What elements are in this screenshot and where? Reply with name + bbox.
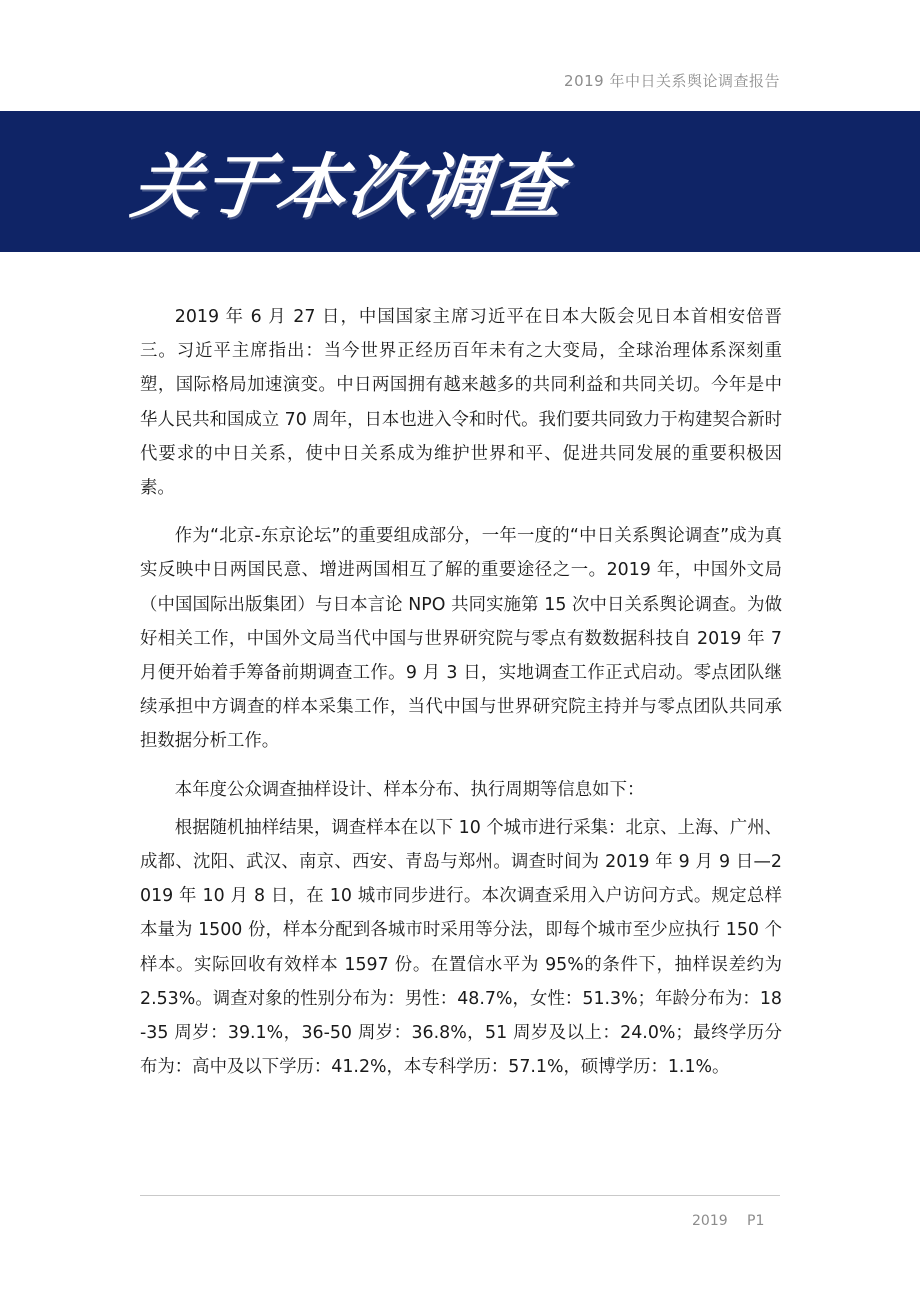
title-banner [0, 111, 920, 252]
paragraph-3: 本年度公众调查抽样设计、样本分布、执行周期等信息如下： [174, 779, 645, 800]
paragraph-1: 2019 年 6 月 27 日，中国国家主席习近平在日本大阪会见日本首相安倍晋三。习近平主席指出：当今世界正经历百年未有之大变局，全球治理体系深刻重塑，国际格局加速演变。中日两国拥有越来越多的共同利益和共同关切。今年是中华人民共和国成立 70 周年，日本也进入令和时代。我们要共同致力于构建契合新时代要求的中日关系，使中日关系成为维护世界和平、促进共同发展的重要积极因素。 [140, 307, 782, 499]
footer-divider [140, 1195, 780, 1196]
page-number: P1 [747, 1213, 765, 1229]
paragraph-2: 作为“北京-东京论坛”的重要组成部分，一年一度的“中日关系舆论调查”成为真实反映中日两国民意、增进两国相互了解的重要途径之一。2019 年，中国外文局（中国国际出版集团）与日本言论 NPO 共同实施第 15 次中日关系舆论调查。为做好相关工作，中国外文局当代中国与世界研究院与零点有数数据科技自 2019 年 7 月便开始着手筹备前期调查工作。9 月 3 日，实地调查工作正式启动。零点团队继续承担中方调查的样本采集工作，当代中国与世界研究院主持并与零点团队共同承担数据分析工作。 [140, 526, 782, 752]
running-header-title: 2019 年中日关系舆论调查报告 [564, 72, 780, 90]
paragraph-4: 根据随机抽样结果，调查样本在以下 10 个城市进行采集：北京、上海、广州、成都、沈阳、武汉、南京、西安、青岛与郑州。调查时间为 2019 年 9 月 9 日—2019 年 10 月 8 日，在 10 城市同步进行。本次调查采用入户访问方式。规定总样本量为 1500 份，样本分配到各城市时采用等分法，即每个城市至少应执行 150 个样本。实际回收有效样本 1597 份。在置信水平为 95%的条件下，抽样误差约为 2.53%。调查对象的性别分布为：男性：48.7%，女性：51.3%；年龄分布为：18-35 周岁：39.1%，36-50 周岁：36.8%，51 周岁及以上：24.0%；最终学历分布为：高中及以下学历：41.2%，本专科学历：57.1%，硕博学历：1.1%。 [140, 817, 782, 1078]
footer-year: 2019 [692, 1213, 728, 1229]
body-content [140, 300, 782, 1084]
section-title: 关于本次调查 [127, 145, 569, 228]
